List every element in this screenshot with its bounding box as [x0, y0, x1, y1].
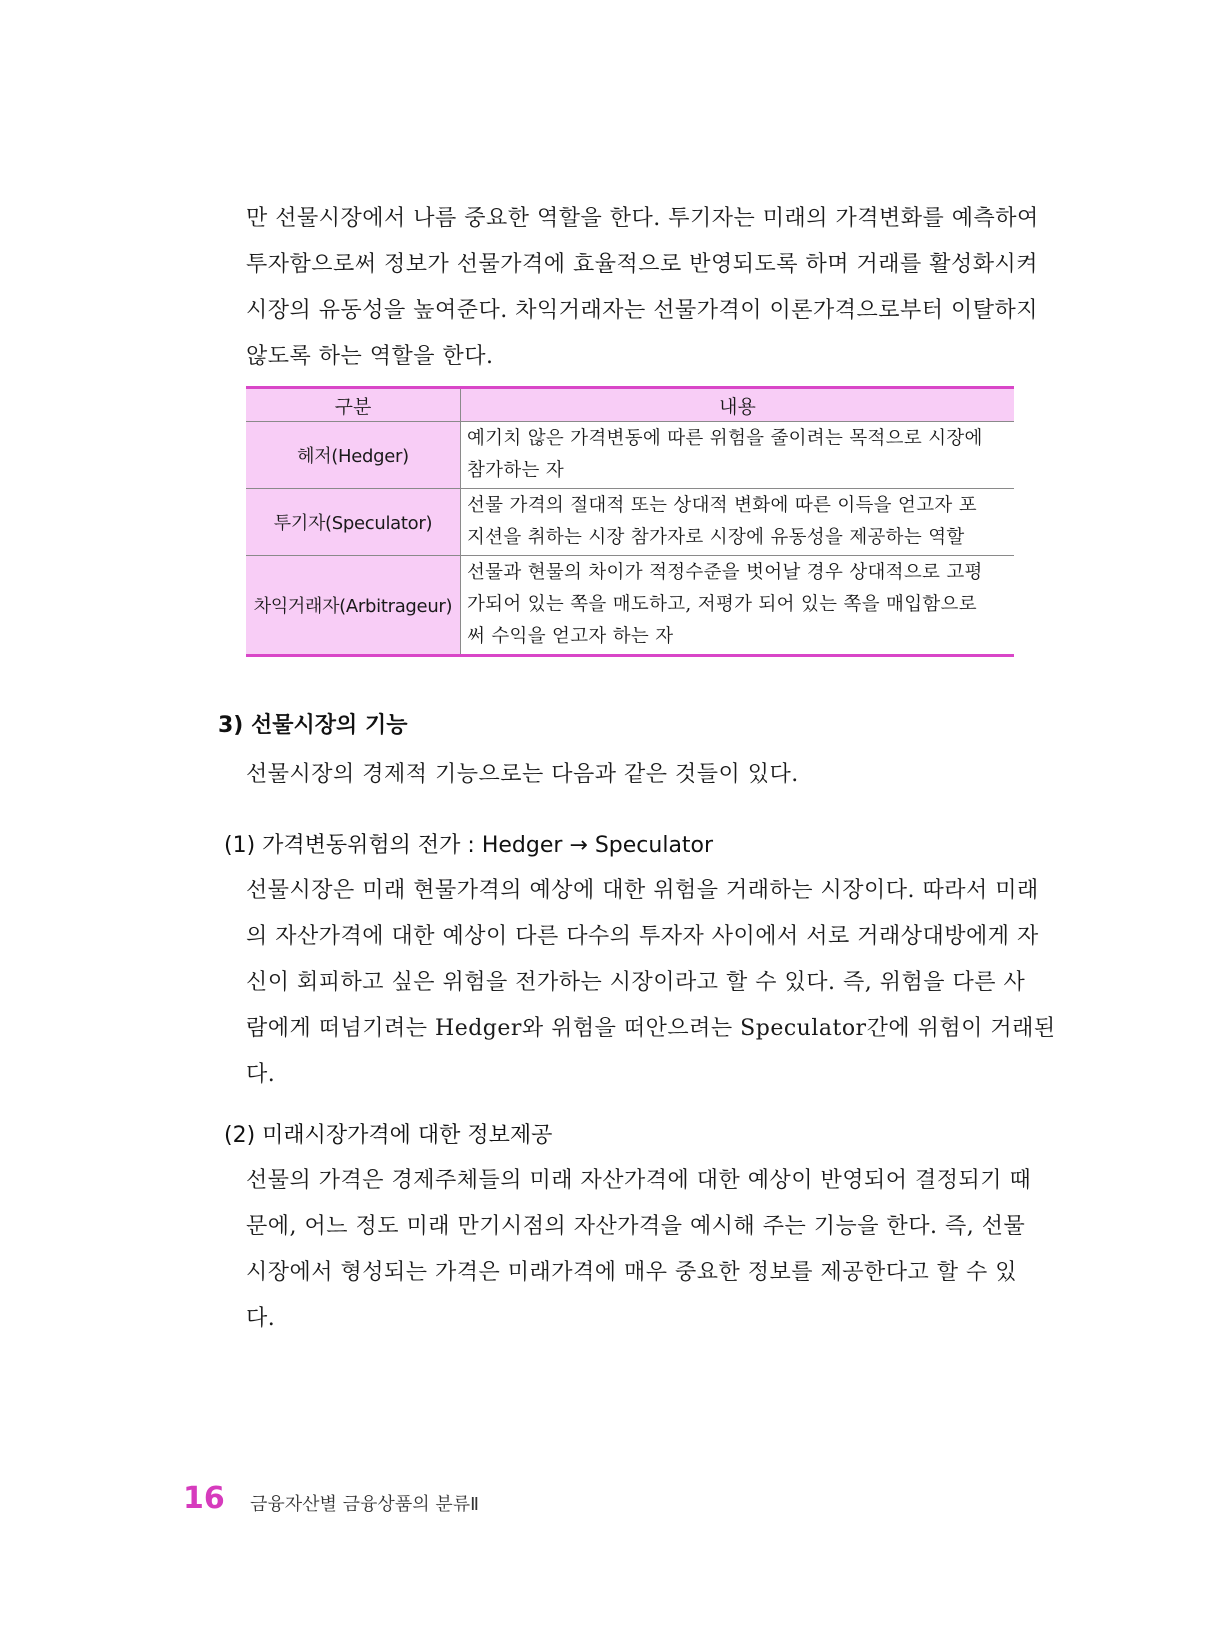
header-content: 내용 — [461, 388, 1015, 422]
section-heading: 3) 선물시장의 기능 — [218, 713, 408, 738]
term-speculator: 투기자(Speculator) — [246, 489, 461, 556]
page-number: 16 — [183, 1481, 225, 1516]
subsection-paragraph-2 — [246, 1158, 1032, 1342]
text-line: 선물시장은 미래 현물가격의 예상에 대한 위험을 거래하는 시장이다. 따라서 미래 — [246, 878, 1039, 903]
term-arbitrageur: 차익거래자(Arbitrageur) — [246, 556, 461, 656]
text-line: 선물의 가격은 경제주체들의 미래 자산가격에 대한 예상이 반영되어 결정되기 때 — [246, 1168, 1032, 1193]
table-header-row — [246, 388, 1014, 422]
intro-paragraph — [246, 196, 1039, 380]
table-row — [246, 422, 1014, 489]
desc-line: 써 수익을 얻고자 하는 자 — [467, 626, 674, 647]
text-line: 의 자산가격에 대한 예상이 다른 다수의 투자자 사이에서 서로 거래상대방에게 자 — [246, 924, 1039, 949]
desc-line: 선물과 현물의 차이가 적정수준을 벗어날 경우 상대적으로 고평 — [467, 562, 983, 583]
desc-line: 참가하는 자 — [467, 460, 565, 481]
desc-arbitrageur — [461, 556, 1015, 656]
text-line: 다. — [246, 1062, 276, 1087]
desc-speculator — [461, 489, 1015, 556]
desc-line: 지션을 취하는 시장 참가자로 시장에 유동성을 제공하는 역할 — [467, 527, 965, 548]
text-line: 시장의 유동성을 높여준다. 차익거래자는 선물가격이 이론가격으로부터 이탈하지 — [246, 298, 1039, 323]
desc-hedger — [461, 422, 1015, 489]
desc-line: 선물 가격의 절대적 또는 상대적 변화에 따른 이득을 얻고자 포 — [467, 495, 977, 516]
term-hedger: 헤저(Hedger) — [246, 422, 461, 489]
desc-line: 가되어 있는 쪽을 매도하고, 저평가 되어 있는 쪽을 매입함으로 — [467, 594, 977, 615]
book-title: 금융자산별 금융상품의 분류Ⅱ — [250, 1494, 479, 1515]
text-line: 만 선물시장에서 나름 중요한 역할을 한다. 투기자는 미래의 가격변화를 예측하여 — [246, 206, 1039, 231]
text-line: 다. — [246, 1306, 276, 1331]
desc-line: 예기치 않은 가격변동에 따른 위험을 줄이려는 목적으로 시장에 — [467, 428, 983, 449]
subsection-heading-2: (2) 미래시장가격에 대한 정보제공 — [224, 1123, 553, 1148]
table-row — [246, 556, 1014, 656]
table-row — [246, 489, 1014, 556]
text-line: 문에, 어느 정도 미래 만기시점의 자산가격을 예시해 주는 기능을 한다. 즉, 선물 — [246, 1214, 1026, 1239]
section-intro — [246, 752, 1014, 798]
text-line: 신이 회피하고 싶은 위험을 전가하는 시장이라고 할 수 있다. 즉, 위험을 다른 사 — [246, 970, 1026, 995]
participants-table — [246, 386, 1014, 657]
text-line: 투자함으로써 정보가 선물가격에 효율적으로 반영되도록 하며 거래를 활성화시켜 — [246, 252, 1039, 277]
subsection-paragraph-1 — [246, 868, 1056, 1098]
header-category: 구분 — [246, 388, 461, 422]
text-line: 않도록 하는 역할을 한다. — [246, 344, 494, 369]
text-line: 람에게 떠넘기려는 Hedger와 위험을 떠안으려는 Speculator간에 위험이 거래된 — [246, 1016, 1056, 1041]
text-line: 시장에서 형성되는 가격은 미래가격에 매우 중요한 정보를 제공한다고 할 수 있 — [246, 1260, 1017, 1285]
text-line: 선물시장의 경제적 기능으로는 다음과 같은 것들이 있다. — [246, 762, 799, 787]
subsection-heading-1: (1) 가격변동위험의 전가 : Hedger → Speculator — [224, 833, 714, 858]
